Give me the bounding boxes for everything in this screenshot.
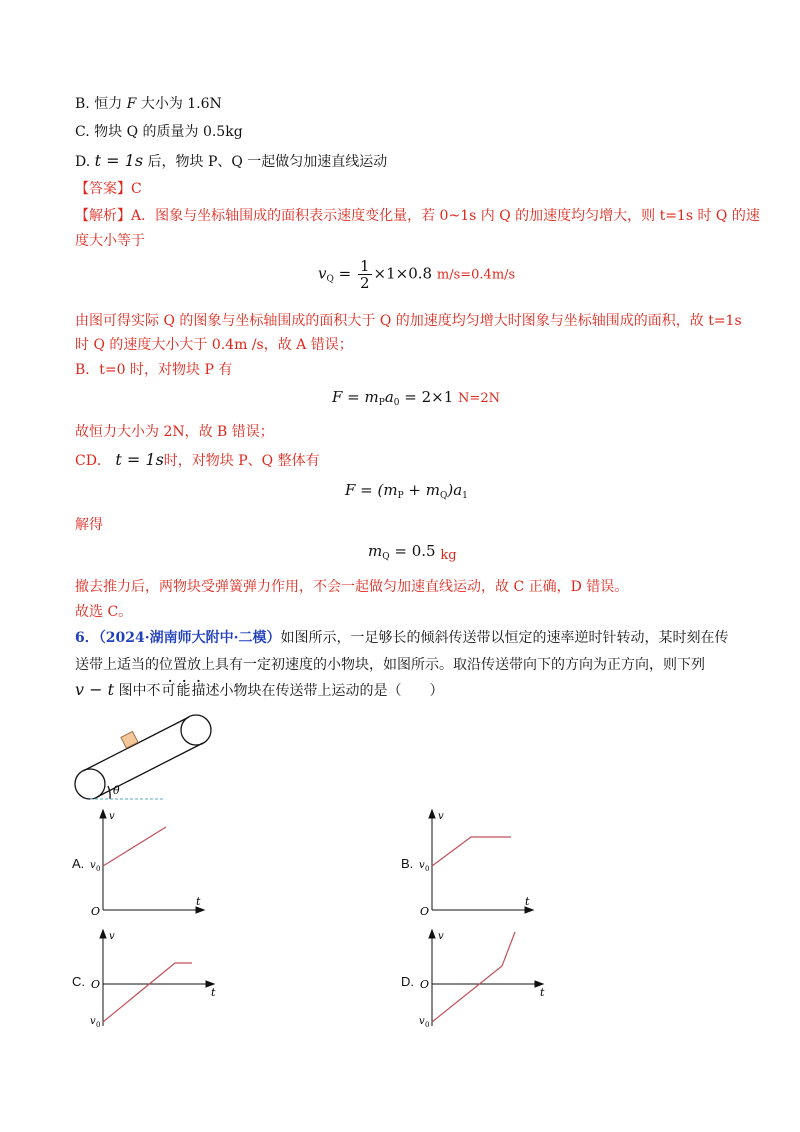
equation-3 [345, 481, 468, 501]
analysis-line7-tail: 时，对物块 P、Q 整体有 [163, 453, 320, 469]
eq3-mid: + m [403, 481, 440, 499]
analysis-line-8: 解得 [75, 517, 103, 533]
question6-line-2: 送带上适当的位置放上具有一定初速度的小物块，如图所示。取沿传送带向下的方向为正方向，则下列 [75, 657, 705, 673]
eq2-unit: N=2N [458, 391, 500, 406]
answer-label: 【答案】 [75, 181, 131, 197]
graph-d-v0: v [419, 1016, 425, 1027]
option-c: C. 物块 Q 的质量为 0.5kg [75, 124, 243, 140]
graph-c-v0: v [90, 1016, 96, 1027]
eq2-lhs: F = m [332, 388, 379, 406]
analysis-line-3: 由图可得实际 Q 的图象与坐标轴围成的面积大于 Q 的加速度均匀增大时图象与坐标轴围成的面积，故 t=1s [75, 313, 742, 329]
graph-a [88, 806, 218, 918]
eq3-sub3: 1 [462, 491, 468, 501]
eq4-unit: kg [440, 548, 457, 563]
option-b-text: B. 恒力 [75, 96, 123, 112]
question6-math: v − t [75, 680, 115, 699]
eq4-sub: Q [382, 552, 390, 562]
analysis-line-7 [75, 450, 320, 471]
graph-a-v0-sub: 0 [96, 865, 101, 873]
eq4-lhs: m [368, 542, 383, 560]
graph-a-origin: O [91, 905, 101, 918]
graph-b-v0: v [419, 860, 425, 871]
graph-b-line [432, 837, 511, 866]
graph-b-label: B. [401, 856, 414, 871]
eq2-rhs: = 2×1 [399, 388, 454, 406]
block [121, 731, 138, 748]
equation-2 [332, 388, 500, 408]
analysis-line-6: 故恒力大小为 2N，故 B 错误； [75, 424, 274, 440]
equation-1: $v_Q$ = $\frac{1}{2}$ ×1×0.8 m/s=0.4m/s [318, 257, 516, 292]
question6-line-1 [75, 628, 728, 648]
question6-text-1: 如图所示，一足够长的倾斜传送带以恒定的速率逆时针转动，某时刻在传 [280, 630, 729, 646]
eq2-sub1: P [378, 398, 385, 408]
graph-b-v0-sub: 0 [425, 865, 430, 873]
question6-text-3b: 描述小物块在传送带上运动的是（ ） [191, 683, 444, 699]
graph-d-label: D. [401, 974, 414, 989]
graph-b-v-label: v [438, 811, 444, 822]
graph-c-t-label: t [211, 986, 216, 999]
graph-c-label: C. [72, 974, 85, 989]
option-b-tail: 大小为 1.6N [140, 96, 222, 112]
theta-label: θ [113, 784, 120, 797]
equation-4 [368, 542, 457, 563]
graph-a-v0: v [90, 860, 96, 871]
graph-c-v-label: v [109, 931, 115, 942]
question6-emphasis: 不可能 [146, 683, 192, 699]
analysis-text-1: A．图象与坐标轴围成的面积表示速度变化量，若 0~1s 内 Q 的加速度均匀增大，则 t=1s 时 Q 的速 [131, 208, 760, 224]
graph-b-v-arrow [429, 810, 435, 818]
graph-a-line [103, 827, 166, 866]
analysis-line7-math: t = 1s [115, 450, 164, 469]
eq1-fraction [358, 258, 372, 291]
eq1-num: 1 [360, 257, 370, 275]
graph-d-line [432, 932, 515, 1022]
belt-top [83, 717, 189, 771]
eq3-a: F = (m [345, 481, 398, 499]
question6-text-3a: 图中 [118, 683, 147, 699]
answer-value: C [131, 181, 142, 197]
graph-c-v0-sub: 0 [96, 1021, 101, 1029]
option-b [75, 94, 222, 114]
option-b-var: F [126, 96, 137, 112]
eq1-den: 2 [360, 274, 370, 292]
graph-d [417, 926, 557, 1032]
option-d-math: t = 1s [94, 151, 144, 170]
eq1-sub: Q [326, 274, 334, 285]
eq3-sub2: Q [439, 491, 448, 501]
graph-b [417, 806, 547, 918]
graph-d-v0-sub: 0 [425, 1021, 430, 1029]
graph-c-line [103, 963, 192, 1022]
analysis-line-10: 故选 C。 [75, 604, 133, 620]
analysis-line-9: 撤去推力后，两物块受弹簧弹力作用，不会一起做匀加速直线运动，故 C 正确，D 错误。 [75, 579, 629, 595]
graph-d-v-arrow [429, 930, 435, 938]
answer-line [75, 179, 142, 199]
eq1-lhs: v [318, 264, 327, 283]
emphasis-dots: ··· [168, 674, 211, 688]
graph-a-v-arrow [100, 810, 106, 818]
theta-arc [108, 786, 110, 799]
graph-d-origin: O [420, 978, 430, 991]
analysis-line-4: 时 Q 的速度大小大于 0.4m /s，故 A 错误； [75, 337, 353, 353]
graph-c [88, 926, 228, 1032]
graph-d-v-label: v [438, 931, 444, 942]
option-d-tail: 后，物块 P、Q 一起做匀加速直线运动 [147, 154, 388, 170]
analysis-line-1 [75, 206, 760, 226]
eq2-mid: a [384, 388, 394, 406]
graph-d-t-label: t [540, 986, 545, 999]
graph-a-t-label: t [196, 895, 201, 908]
eq3-sub1: P [397, 491, 404, 501]
analysis-line7-prefix: CD． [75, 453, 111, 469]
analysis-line-5: B．t=0 时，对物块 P 有 [75, 362, 233, 378]
graph-b-origin: O [420, 905, 430, 918]
analysis-line-2: 度大小等于 [75, 233, 145, 249]
analysis-label: 【解析】 [75, 208, 131, 224]
eq2-sub2: 0 [393, 398, 400, 408]
graph-a-v-label: v [109, 811, 115, 822]
eq1-unit: m/s=0.4m/s [436, 267, 516, 283]
eq1-rhs: ×1×0.8 [373, 264, 433, 283]
option-d [75, 151, 387, 172]
option-d-prefix: D. [75, 154, 91, 170]
question6-source: （2024·湖南师大附中·二模） [98, 630, 281, 646]
graph-c-origin: O [91, 978, 101, 991]
graph-c-v-arrow [100, 930, 106, 938]
question6-number: 6． [75, 630, 99, 646]
graph-b-t-label: t [525, 895, 530, 908]
conveyor-diagram [68, 706, 228, 806]
question6-line-3 [75, 680, 444, 701]
eq4-rhs: = 0.5 [389, 542, 436, 560]
eq3-end: )a [447, 481, 463, 499]
graph-a-label: A. [72, 856, 85, 871]
